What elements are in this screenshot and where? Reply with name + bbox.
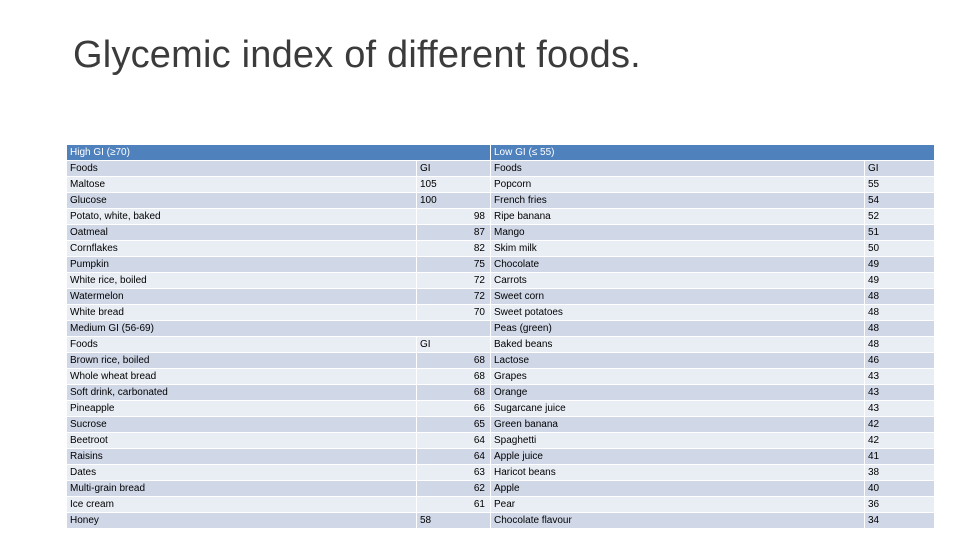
gi-value-cell: 75 <box>417 257 491 272</box>
low-gi-food-cell: Pear <box>491 497 865 512</box>
gi-value-cell: GI <box>417 161 491 176</box>
gi-value-cell: 82 <box>417 241 491 256</box>
food-name-cell: Beetroot <box>67 433 417 448</box>
low-gi-value-cell: 46 <box>865 353 934 368</box>
low-gi-value-cell: 42 <box>865 417 934 432</box>
table-row <box>67 497 934 513</box>
gi-value-cell: 64 <box>417 433 491 448</box>
food-name-cell: White rice, boiled <box>67 273 417 288</box>
gi-value-cell: 100 <box>417 193 491 208</box>
food-name-cell: Cornflakes <box>67 241 417 256</box>
low-gi-food-cell: Apple juice <box>491 449 865 464</box>
food-name-cell: White bread <box>67 305 417 320</box>
low-gi-food-cell: Skim milk <box>491 241 865 256</box>
table-row <box>67 257 934 273</box>
food-name-cell: Honey <box>67 513 417 528</box>
table-row <box>67 193 934 209</box>
low-gi-food-cell: Chocolate flavour <box>491 513 865 528</box>
gi-value-cell: GI <box>417 337 491 352</box>
low-gi-food-cell: Mango <box>491 225 865 240</box>
gi-value-cell: 98 <box>417 209 491 224</box>
low-gi-food-cell: Orange <box>491 385 865 400</box>
food-name-cell: Pineapple <box>67 401 417 416</box>
table-row <box>67 385 934 401</box>
food-name-cell: Ice cream <box>67 497 417 512</box>
low-gi-value-cell: 43 <box>865 369 934 384</box>
low-gi-food-cell: Lactose <box>491 353 865 368</box>
table-row <box>67 289 934 305</box>
table-row <box>67 513 934 529</box>
medium-gi-section-label: Medium GI (56-69) <box>67 321 491 336</box>
gi-value-cell: 68 <box>417 385 491 400</box>
table-row <box>67 321 934 337</box>
gi-value-cell: 70 <box>417 305 491 320</box>
food-name-cell: Raisins <box>67 449 417 464</box>
gi-value-cell: 72 <box>417 273 491 288</box>
food-name-cell: Whole wheat bread <box>67 369 417 384</box>
gi-value-cell: 61 <box>417 497 491 512</box>
low-gi-food-cell: Grapes <box>491 369 865 384</box>
low-gi-value-cell: 50 <box>865 241 934 256</box>
food-name-cell: Brown rice, boiled <box>67 353 417 368</box>
gi-value-cell: 65 <box>417 417 491 432</box>
food-name-cell: Soft drink, carbonated <box>67 385 417 400</box>
low-gi-value-cell: 51 <box>865 225 934 240</box>
gi-value-cell: 72 <box>417 289 491 304</box>
gi-value-cell: 68 <box>417 369 491 384</box>
high-gi-header: High GI (≥70) <box>67 145 491 160</box>
table-row <box>67 177 934 193</box>
low-gi-food-cell: Apple <box>491 481 865 496</box>
low-gi-value-cell: 49 <box>865 257 934 272</box>
food-name-cell: Watermelon <box>67 289 417 304</box>
table-row <box>67 241 934 257</box>
gi-value-cell: 58 <box>417 513 491 528</box>
low-gi-value-cell: 49 <box>865 273 934 288</box>
table-row <box>67 481 934 497</box>
low-gi-food-cell: Foods <box>491 161 865 176</box>
food-name-cell: Dates <box>67 465 417 480</box>
food-name-cell: Multi-grain bread <box>67 481 417 496</box>
table-header-row <box>67 145 934 161</box>
table-row <box>67 417 934 433</box>
low-gi-value-cell: 42 <box>865 433 934 448</box>
table-row <box>67 161 934 177</box>
food-name-cell: Sucrose <box>67 417 417 432</box>
low-gi-value-cell: 48 <box>865 305 934 320</box>
gi-value-cell: 87 <box>417 225 491 240</box>
low-gi-value-cell: 48 <box>865 321 934 336</box>
low-gi-food-cell: Peas (green) <box>491 321 865 336</box>
gi-value-cell: 66 <box>417 401 491 416</box>
gi-value-cell: 63 <box>417 465 491 480</box>
low-gi-value-cell: 34 <box>865 513 934 528</box>
table-row <box>67 401 934 417</box>
table-row <box>67 433 934 449</box>
low-gi-value-cell: 43 <box>865 385 934 400</box>
low-gi-value-cell: 36 <box>865 497 934 512</box>
low-gi-value-cell: GI <box>865 161 934 176</box>
low-gi-food-cell: Green banana <box>491 417 865 432</box>
low-gi-value-cell: 48 <box>865 289 934 304</box>
low-gi-value-cell: 40 <box>865 481 934 496</box>
low-gi-header: Low GI (≤ 55) <box>491 145 934 160</box>
low-gi-food-cell: Haricot beans <box>491 465 865 480</box>
food-name-cell: Pumpkin <box>67 257 417 272</box>
table-row <box>67 353 934 369</box>
table-row <box>67 273 934 289</box>
low-gi-food-cell: Sweet potatoes <box>491 305 865 320</box>
low-gi-value-cell: 55 <box>865 177 934 192</box>
low-gi-food-cell: Ripe banana <box>491 209 865 224</box>
food-name-cell: Potato, white, baked <box>67 209 417 224</box>
gi-value-cell: 105 <box>417 177 491 192</box>
low-gi-value-cell: 38 <box>865 465 934 480</box>
gi-table <box>67 144 934 529</box>
low-gi-food-cell: Sugarcane juice <box>491 401 865 416</box>
table-row <box>67 369 934 385</box>
low-gi-food-cell: Spaghetti <box>491 433 865 448</box>
slide-title: Glycemic index of different foods. <box>73 34 641 76</box>
food-name-cell: Foods <box>67 161 417 176</box>
low-gi-food-cell: Carrots <box>491 273 865 288</box>
table-row <box>67 465 934 481</box>
low-gi-food-cell: French fries <box>491 193 865 208</box>
low-gi-food-cell: Sweet corn <box>491 289 865 304</box>
low-gi-value-cell: 54 <box>865 193 934 208</box>
low-gi-value-cell: 48 <box>865 337 934 352</box>
table-row <box>67 337 934 353</box>
low-gi-food-cell: Popcorn <box>491 177 865 192</box>
table-row <box>67 449 934 465</box>
food-name-cell: Foods <box>67 337 417 352</box>
low-gi-value-cell: 43 <box>865 401 934 416</box>
table-row <box>67 225 934 241</box>
table-body <box>67 161 934 529</box>
low-gi-food-cell: Chocolate <box>491 257 865 272</box>
gi-value-cell: 68 <box>417 353 491 368</box>
low-gi-food-cell: Baked beans <box>491 337 865 352</box>
food-name-cell: Maltose <box>67 177 417 192</box>
low-gi-value-cell: 41 <box>865 449 934 464</box>
low-gi-value-cell: 52 <box>865 209 934 224</box>
gi-value-cell: 64 <box>417 449 491 464</box>
table-row <box>67 305 934 321</box>
food-name-cell: Oatmeal <box>67 225 417 240</box>
table-row <box>67 209 934 225</box>
food-name-cell: Glucose <box>67 193 417 208</box>
gi-value-cell: 62 <box>417 481 491 496</box>
